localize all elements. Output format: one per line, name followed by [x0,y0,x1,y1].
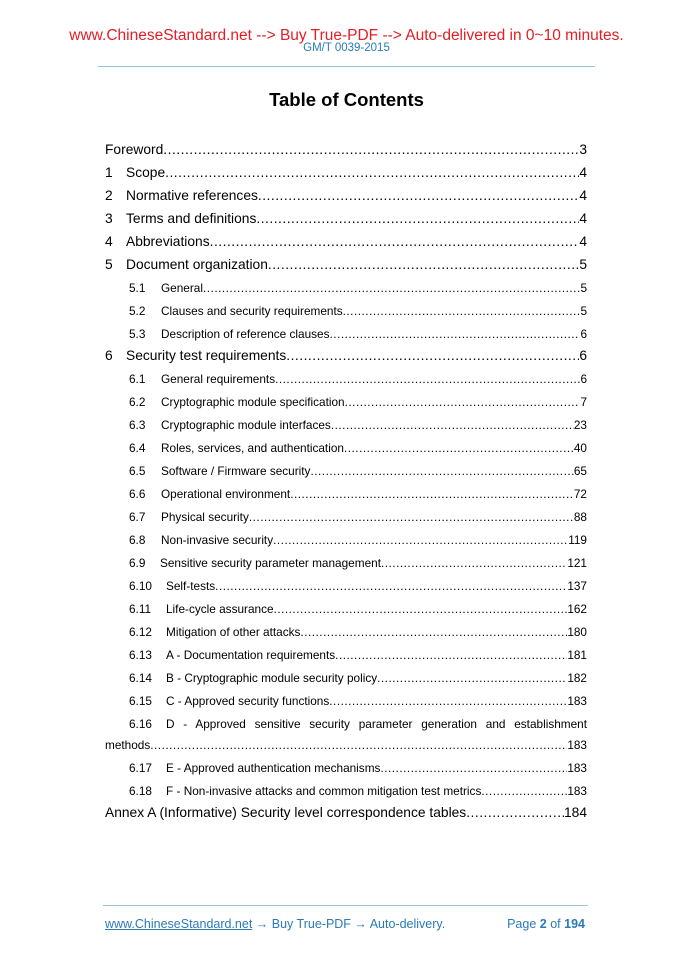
toc-leader-dots [268,257,579,272]
toc-entry-6-17[interactable] [105,761,587,775]
toc-entry-6-18[interactable] [105,784,587,798]
toc-entry-text: Mitigation of other attacks [166,625,301,639]
toc-entry-page: 3 [579,142,587,157]
toc-entry-number: 6.10 [129,579,152,593]
toc-leader-dots [290,487,574,501]
toc-entry-6-7[interactable] [105,510,587,524]
toc-leader-dots [329,694,567,708]
toc-entry-text: D - Approved sensitive security parameter generation and establishment [166,717,587,731]
toc-entry-number: 6.5 [129,464,146,478]
toc-entry-6-9[interactable] [105,556,587,570]
toc-entry-number: 5 [105,257,113,272]
toc-entry-number: 6.18 [129,784,152,798]
page-total: 194 [564,917,585,931]
toc-entry-number: 6.6 [129,487,146,501]
toc-entry-number: 1 [105,165,113,180]
toc-leader-dots [275,372,580,386]
toc-entry-text: Foreword [105,142,164,157]
toc-leader-dots [466,805,564,820]
footer-site-link[interactable]: www.ChineseStandard.net [105,917,253,931]
page-footer [105,917,585,931]
toc-entry-text: Sensitive security parameter management [160,556,381,570]
toc-entry-6-2[interactable] [105,395,587,409]
page-indicator [507,917,585,931]
toc-entry-text: Operational environment [161,487,291,501]
toc-entry-5[interactable] [105,257,587,272]
toc-leader-dots [210,234,580,249]
toc-entry-page: 4 [579,211,587,226]
toc-entry-text: A - Documentation requirements [166,648,336,662]
toc-entry-6-1[interactable] [105,372,587,386]
header-divider [98,66,595,67]
toc-entry-text: Abbreviations [126,234,210,249]
toc-entry-page: 5 [580,304,587,318]
toc-entry-text: Physical security [161,510,249,524]
toc-entry-text: Security test requirements [126,348,287,363]
toc-entry-number: 6.16 [129,717,152,731]
toc-entry-page: 183 [567,738,587,752]
toc-entry-text: Cryptographic module interfaces [161,418,331,432]
toc-entry-6-8[interactable] [105,533,587,547]
toc-leader-dots [343,304,581,318]
toc-entry-page: 162 [567,602,587,616]
toc-entry-number: 6.1 [129,372,146,386]
toc-entry-text: Cryptographic module specification [161,395,345,409]
toc-entry-2[interactable] [105,188,587,203]
toc-entry-text: Normative references [126,188,258,203]
toc-entry-6-6[interactable] [105,487,587,501]
toc-entry-page: 182 [567,671,587,685]
page-label: Page [507,917,537,931]
toc-entry-5-3[interactable] [105,327,587,341]
toc-entry-annex-a[interactable] [105,805,587,820]
toc-entry-page: 5 [580,281,587,295]
toc-leader-dots [380,761,567,775]
toc-entry-text: Roles, services, and authentication [161,441,344,455]
toc-entry-text: Software / Firmware security [161,464,311,478]
toc-leader-dots [481,784,567,798]
toc-entry-1[interactable] [105,165,587,180]
footer-left [105,917,445,931]
toc-entry-text: Scope [126,165,166,180]
toc-entry-page: 119 [568,533,587,547]
toc-entry-number: 6.13 [129,648,152,662]
toc-entry-5-2[interactable] [105,304,587,318]
toc-entry-6-10[interactable] [105,579,587,593]
toc-entry-4[interactable] [105,234,587,249]
toc-entry-number: 5.1 [129,281,146,295]
toc-entry-number: 6.4 [129,441,146,455]
toc-entry-text: Terms and definitions [126,211,257,226]
toc-entry-number: 6.2 [129,395,146,409]
toc-entry-text: Clauses and security requirements [161,304,343,318]
toc-entry-text: E - Approved authentication mechanisms [166,761,381,775]
toc-entry-6-11[interactable] [105,602,587,616]
page-current: 2 [539,917,547,931]
toc-entry-page: 5 [579,257,587,272]
toc-entry-3[interactable] [105,211,587,226]
toc-entry-6-15[interactable] [105,694,587,708]
toc-entry-number: 6.11 [129,602,152,616]
toc-entry-text: C - Approved security functions [166,694,330,708]
standard-number: GM/T 0039-2015 [303,42,390,54]
toc-entry-page: 6 [580,372,587,386]
toc-entry-number: 2 [105,188,113,203]
toc-leader-dots [215,579,567,593]
toc-leader-dots [256,211,579,226]
toc-leader-dots [300,625,567,639]
toc-leader-dots [165,165,579,180]
toc-entry-6-16[interactable] [105,717,587,731]
toc-entry-6[interactable] [105,348,587,363]
toc-entry-number: 4 [105,234,113,249]
toc-leader-dots [310,464,573,478]
toc-entry-page: 88 [573,510,587,524]
footer-divider [103,905,588,906]
toc-leader-dots [274,602,568,616]
toc-leader-dots [381,556,567,570]
toc-entry-page: 121 [567,556,587,570]
toc-entry-text: Document organization [126,257,268,272]
toc-entry-text: Self-tests [166,579,216,593]
toc-entry-number: 6.14 [129,671,152,685]
toc-entry-page: 6 [579,348,587,363]
promo-banner[interactable]: www.ChineseStandard.net --> Buy True-PDF --> Auto-delivered in 0~10 minutes. [69,27,624,44]
toc-entry-6-12[interactable] [105,625,587,639]
toc-entry-6-13[interactable] [105,648,587,662]
toc-entry-text: B - Cryptographic module security policy [166,671,378,685]
toc-entry-number: 5.2 [129,304,146,318]
toc-entry-number: 6.17 [129,761,152,775]
page-title: Table of Contents [269,89,424,110]
toc-entry-number: 6.3 [129,418,146,432]
toc-entry-number: 6.8 [129,533,146,547]
toc-leader-dots [344,441,574,455]
toc-entry-number: 3 [105,211,113,226]
toc-leader-dots [286,348,579,363]
toc-entry-text: General requirements [161,372,276,386]
toc-leader-dots [330,327,581,341]
toc-entry-page: 137 [567,579,587,593]
toc-entry-number: 6.15 [129,694,152,708]
toc-leader-dots [150,738,567,752]
toc-entry-number: 5.3 [129,327,146,341]
toc-entry-page: 4 [579,165,587,180]
toc-leader-dots [345,395,581,409]
toc-leader-dots [331,418,574,432]
toc-entry-6-16-line-1 [129,717,587,731]
toc-entry-6-3[interactable] [105,418,587,432]
toc-leader-dots [163,142,579,157]
toc-entry-page: 183 [567,694,587,708]
toc-entry-number: 6.7 [129,510,146,524]
toc-leader-dots [249,510,574,524]
toc-leader-dots [258,188,579,203]
toc-entry-page: 180 [567,625,587,639]
toc-entry-6-14[interactable] [105,671,587,685]
toc-entry-5-1[interactable] [105,281,587,295]
toc-entry-page: 183 [567,784,587,798]
toc-entry-text-continued: methods [105,738,151,752]
toc-entry-page: 6 [580,327,587,341]
toc-entry-page: 65 [573,464,587,478]
toc-leader-dots [335,648,567,662]
toc-entry-page: 181 [567,648,587,662]
toc-entry-text: F - Non-invasive attacks and common mitigation test metrics [166,784,482,798]
toc-entry-number: 6.12 [129,625,152,639]
toc-entry-page: 4 [579,188,587,203]
toc-entry-text: Non-invasive security [161,533,274,547]
toc-entry-page: 72 [573,487,587,501]
toc-entry-text: Description of reference clauses [161,327,330,341]
footer-tagline: → Buy True-PDF → Auto-delivery. [252,917,446,931]
toc-entry-foreword[interactable] [105,142,587,157]
toc-entry-6-4[interactable] [105,441,587,455]
toc-entry-text: General [161,281,203,295]
toc-entry-page: 23 [573,418,587,432]
toc-entry-number: 6.9 [129,556,146,570]
toc-entry-text: Life-cycle assurance [166,602,274,616]
toc-entry-page: 4 [579,234,587,249]
toc-entry-page: 184 [563,805,587,820]
toc-entry-page: 183 [567,761,587,775]
toc-entry-page: 40 [573,441,587,455]
toc-entry-6-5[interactable] [105,464,587,478]
toc-entry-text: Annex A (Informative) Security level correspondence tables [105,805,467,820]
toc-leader-dots [273,533,568,547]
toc-leader-dots [203,281,580,295]
toc-entry-page: 7 [580,395,587,409]
toc-leader-dots [377,671,567,685]
of-label: of [550,917,561,931]
toc-entry-6-16-line-2[interactable] [105,738,587,752]
toc-entry-number: 6 [105,348,113,363]
